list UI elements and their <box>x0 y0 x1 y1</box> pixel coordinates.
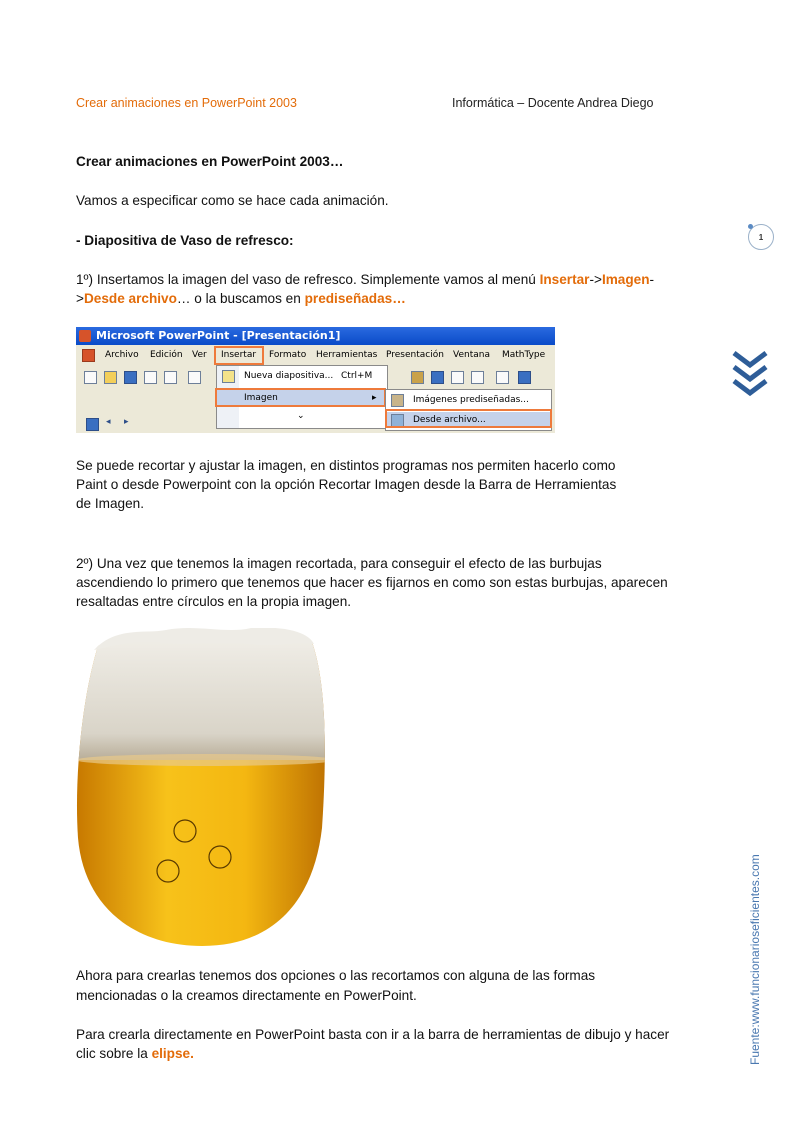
header-left: Crear animaciones en PowerPoint 2003 <box>76 96 297 110</box>
tables-borders-icon[interactable] <box>451 371 464 384</box>
imagen-highlight-box <box>215 388 386 407</box>
intro-paragraph: Vamos a especificar como se hace cada animación. <box>76 193 389 208</box>
save-icon[interactable] <box>124 371 137 384</box>
forward-arrow-icon[interactable]: ▸ <box>124 417 129 427</box>
insertar-highlight-box <box>214 346 264 365</box>
font-size-icon[interactable] <box>518 371 531 384</box>
step2-line-2: ascendiendo lo primero que tenemos que hacer es fijarnos en como son estas burbujas, aparecen <box>76 575 668 590</box>
menu-formato[interactable]: Formato <box>269 350 307 360</box>
chart-icon[interactable] <box>411 371 424 384</box>
sigma-icon[interactable] <box>86 418 99 431</box>
table-icon[interactable] <box>431 371 444 384</box>
imagen-label: Imagen <box>244 393 278 403</box>
menu-ventana[interactable]: Ventana <box>453 350 490 360</box>
options-line-2: mencionadas o la creamos directamente en PowerPoint. <box>76 988 417 1003</box>
step2-line-1: 2º) Una vez que tenemos la imagen recortada, para conseguir el efecto de las burbujas <box>76 556 602 571</box>
step1-line1 <box>76 270 654 290</box>
hyperlink-icon[interactable] <box>471 371 484 384</box>
direct-text: clic sobre la <box>76 1046 152 1061</box>
direct-line-1: Para crearla directamente en PowerPoint basta con ir a la barra de herramientas de dibujo y hacer <box>76 1027 670 1042</box>
crop-line-1: Se puede recortar y ajustar la imagen, en distintos programas nos permiten hacerlo como <box>76 458 616 473</box>
menu-bar <box>76 347 555 363</box>
desde-archivo-highlight-box <box>385 409 552 428</box>
drawing-toolbar <box>76 413 216 433</box>
submenu-arrow-icon: ▸ <box>372 393 377 403</box>
prediseñadas-highlight: prediseñadas… <box>304 291 406 306</box>
arrow-tail-text: > <box>76 291 84 306</box>
menu-herramientas[interactable]: Herramientas <box>316 350 378 360</box>
menu-mathtype[interactable]: MathType <box>502 350 546 360</box>
imagen-highlight: Imagen <box>601 272 650 287</box>
page-number-dot <box>748 224 753 229</box>
email-icon[interactable] <box>164 371 177 384</box>
step2-line-3: resaltadas entre círculos en la propia imagen. <box>76 594 352 609</box>
permission-icon[interactable] <box>144 371 157 384</box>
window-title: Microsoft PowerPoint - [Presentación1] <box>96 329 341 342</box>
powerpoint-app-icon <box>79 330 91 342</box>
powerpoint-screenshot <box>76 327 555 433</box>
back-arrow-icon[interactable]: ◂ <box>106 417 111 427</box>
new-slide-label: Nueva diapositiva... <box>244 371 334 381</box>
menu-archivo[interactable]: Archivo <box>105 350 139 360</box>
menu-presentacion[interactable]: Presentación <box>386 350 444 360</box>
expand-chevron-icon: ⌄ <box>297 411 305 421</box>
options-line-1: Ahora para crearlas tenemos dos opciones o las recortamos con alguna de las formas <box>76 968 596 983</box>
source-side-text: Fuente:www.funcionarioseficientes.com <box>748 854 762 1065</box>
beer-glass-image <box>76 628 336 946</box>
page-number: 1 <box>748 224 774 250</box>
menu-insertar[interactable]: Insertar <box>221 350 257 360</box>
print-icon[interactable] <box>188 371 201 384</box>
dash-text: - <box>649 272 655 287</box>
menu-item-imagenes-prediseñadas[interactable] <box>386 392 551 408</box>
clipart-label: Imágenes prediseñadas... <box>413 395 529 405</box>
new-slide-shortcut: Ctrl+M <box>341 371 373 381</box>
menu-edicion[interactable]: Edición <box>150 350 183 360</box>
step1-cont-text: … o la buscamos en <box>176 291 305 306</box>
direct-line-2 <box>76 1044 194 1064</box>
doc-title: Crear animaciones en PowerPoint 2003… <box>76 154 344 169</box>
clipart-icon <box>391 394 404 407</box>
from-file-label: Desde archivo... <box>413 415 486 425</box>
menu-item-nueva-diapositiva[interactable] <box>217 368 387 384</box>
expand-icon[interactable] <box>496 371 509 384</box>
elipse-highlight: elipse. <box>151 1046 194 1061</box>
menu-item-expand[interactable] <box>217 408 387 424</box>
new-icon[interactable] <box>84 371 97 384</box>
insertar-highlight: Insertar <box>539 272 590 287</box>
crop-line-3: de Imagen. <box>76 496 145 511</box>
window-titlebar <box>76 327 555 345</box>
step1-text: 1º) Insertamos la imagen del vaso de refresco. Simplemente vamos al menú <box>76 272 540 287</box>
new-slide-icon <box>222 370 235 383</box>
menu-ver[interactable]: Ver <box>192 350 207 360</box>
arrow-text: -> <box>589 272 602 287</box>
section-heading: - Diapositiva de Vaso de refresco: <box>76 233 294 248</box>
desde-archivo-highlight: Desde archivo <box>83 291 177 306</box>
document-icon <box>82 349 95 362</box>
crop-line-2: Paint o desde Powerpoint con la opción Recortar Imagen desde la Barra de Herramientas <box>76 477 617 492</box>
header-right: Informática – Docente Andrea Diego <box>452 96 654 110</box>
step1-line2 <box>76 289 406 309</box>
chevrons-down-icon <box>731 350 769 398</box>
open-icon[interactable] <box>104 371 117 384</box>
